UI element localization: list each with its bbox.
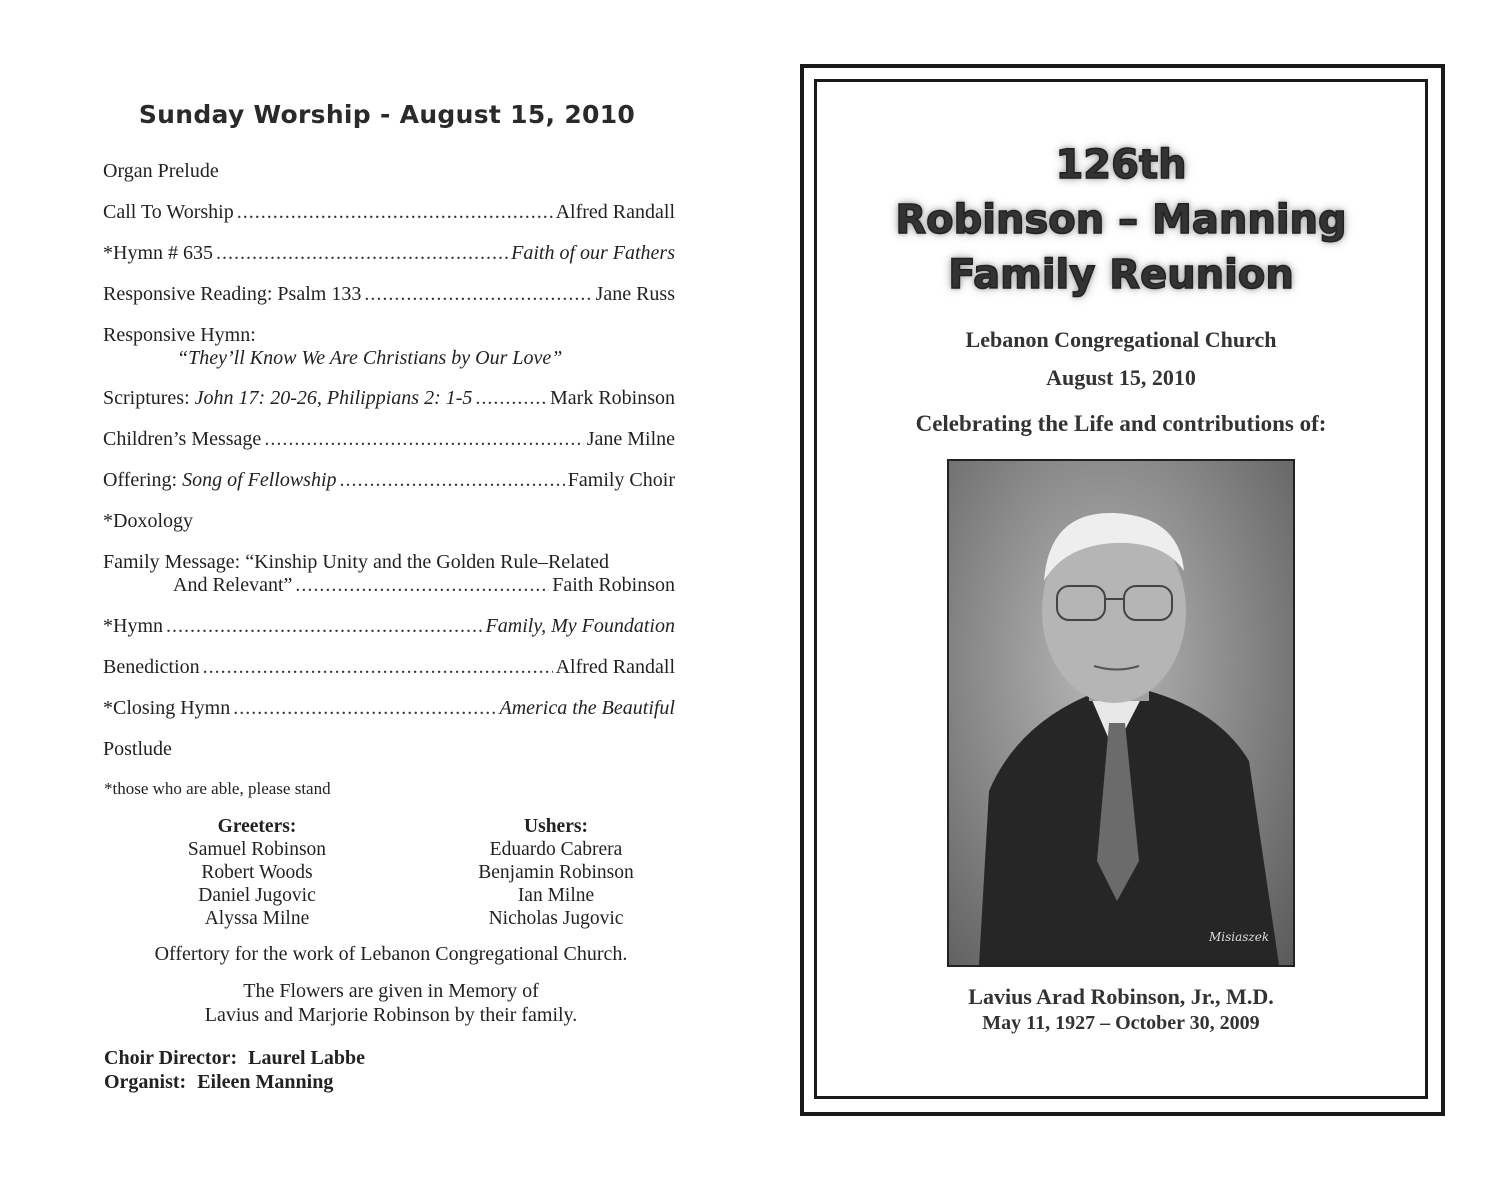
usher-name: Benjamin Robinson [478,862,634,883]
ushers-list [436,815,676,930]
reunion-title-line-1: 126th [1055,142,1187,188]
flowers-note-line-1: The Flowers are given in Memory of [243,980,539,1002]
program-item-responsive-reading [103,283,675,306]
photographer-signature: Misiaszek [1209,930,1270,944]
program-item-closing-hymn [103,697,675,720]
program-label: Postlude [103,738,172,760]
program-label: Organ Prelude [103,160,219,182]
program-leader: Faith Robinson [552,574,675,596]
program-label: *Closing Hymn [103,697,231,719]
program-label: Responsive Reading: Psalm 133 [103,283,362,305]
leader-dots [364,283,592,306]
leader-dots [340,469,565,492]
worship-title: Sunday Worship - August 15, 2010 [138,100,636,129]
usher-name: Ian Milne [517,885,595,906]
leader-dots [237,201,553,224]
program-hymn-title: “They’ll Know We Are Christians by Our Love” [177,347,563,369]
program-hymn-title: Family, My Foundation [485,615,675,637]
honoree-portrait [947,459,1295,967]
offering-song: Song of Fellowship [182,469,337,491]
program-item-hymn-635 [103,242,675,265]
program-label: *Hymn # 635 [103,242,213,264]
reunion-title [814,138,1428,303]
program-hymn-title: America the Beautiful [499,697,675,719]
usher-name: Eduardo Cabrera [489,839,623,860]
program-label-continued: And Relevant” [173,574,293,596]
celebrating-heading: Celebrating the Life and contributions of: [915,411,1327,436]
program-item-doxology [103,510,675,533]
choir-director-line [104,1046,365,1070]
choir-director-name: Laurel Labbe [248,1047,365,1069]
reunion-title-line-2: Robinson – Manning [895,197,1347,243]
honoree-life-dates: May 11, 1927 – October 30, 2009 [982,1012,1260,1034]
organist-label: Organist: [104,1071,187,1093]
program-leader: Mark Robinson [550,387,675,409]
program-item-childrens-message [103,428,675,451]
offertory-note: Offertory for the work of Lebanon Congregational Church. [154,943,628,965]
program-leader: Alfred Randall [555,201,675,223]
leader-dots [264,428,583,451]
portrait-illustration [949,461,1293,965]
program-item-family-message [103,551,675,597]
program-item-offering [103,469,675,492]
program-label: Call To Worship [103,201,234,223]
church-name: Lebanon Congregational Church [965,327,1277,352]
program-item-hymn [103,615,675,638]
stand-note: *those who are able, please stand [104,779,331,798]
program-hymn-title: Faith of our Fathers [511,242,675,264]
honoree-name: Lavius Arad Robinson, Jr., M.D. [968,984,1274,1009]
program-leader: Family Choir [567,469,675,491]
program-item-responsive-hymn [103,324,675,370]
organist-name: Eileen Manning [197,1071,334,1093]
scripture-references: John 17: 20-26, Philippians 2: 1-5 [194,387,473,409]
flowers-note-line-2: Lavius and Marjorie Robinson by their family. [204,1004,578,1026]
greeter-name: Daniel Jugovic [198,885,316,906]
program-label: *Doxology [103,510,193,532]
organist-line [104,1070,365,1094]
leader-dots [475,387,547,410]
program-label: Benediction [103,656,200,678]
program-item-call-to-worship [103,201,675,224]
music-credits [104,1046,365,1094]
leader-dots [203,656,553,679]
leader-dots [233,697,496,720]
program-leader: Alfred Randall [555,656,675,678]
leader-dots [216,242,508,265]
greeters-heading: Greeters: [217,816,297,837]
reunion-date: August 15, 2010 [1046,365,1196,390]
usher-name: Nicholas Jugovic [488,908,624,929]
program-label: *Hymn [103,615,163,637]
program-leader: Jane Milne [586,428,675,450]
program-label: Scriptures: John 17: 20-26, Philippians 2: 1-5 [103,387,473,409]
reunion-title-line-3: Family Reunion [948,252,1294,298]
leader-dots [166,615,483,638]
choir-director-label: Choir Director: [104,1047,238,1069]
program-label: Offering: Song of Fellowship [103,469,337,491]
greeters-list [137,815,377,930]
program-item-organ-prelude [103,160,675,183]
greeter-name: Robert Woods [201,862,313,883]
program-label: Responsive Hymn: [103,324,256,346]
program-leader: Jane Russ [595,283,675,305]
program-label: Family Message: “Kinship Unity and the Golden Rule–Related [103,551,610,573]
program-label: Children’s Message [103,428,262,450]
program-item-benediction [103,656,675,679]
program-item-postlude [103,738,675,761]
greeter-name: Alyssa Milne [204,908,310,929]
ushers-heading: Ushers: [524,816,588,837]
leader-dots [295,574,549,597]
program-item-scriptures [103,387,675,410]
greeter-name: Samuel Robinson [187,839,327,860]
